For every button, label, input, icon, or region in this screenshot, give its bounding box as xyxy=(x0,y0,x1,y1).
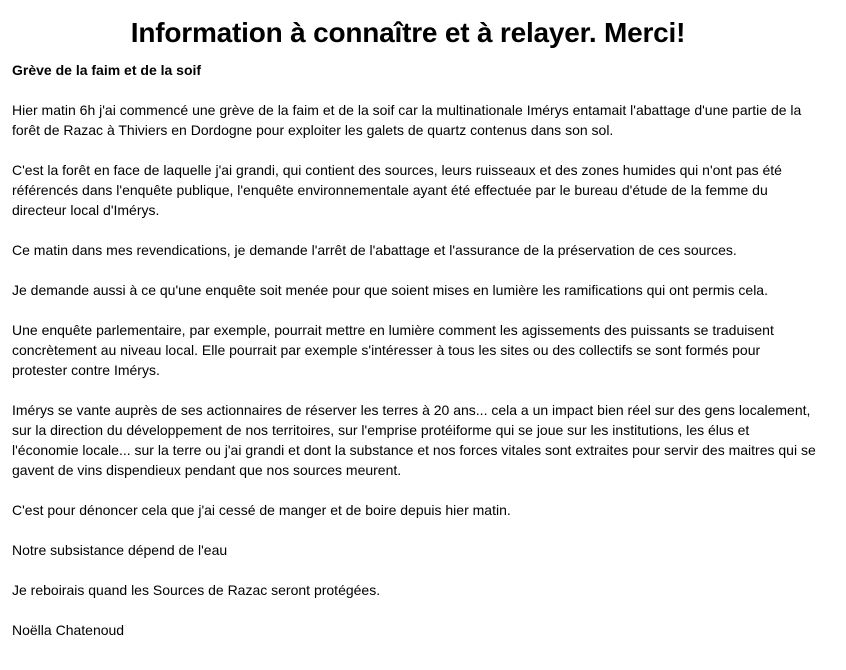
paragraph-demands: Ce matin dans mes revendications, je demande l'arrêt de l'abattage et l'assurance de la préservation de ces sources. xyxy=(12,242,737,258)
paragraph-denounce: C'est pour dénoncer cela que j'ai cessé de manger et de boire depuis hier matin. xyxy=(12,502,511,518)
page-title: Information à connaître et à relayer. Merci! xyxy=(130,17,686,48)
signature-name: Noëlla Chatenoud xyxy=(12,622,125,638)
paragraph-drink-again: Je reboirais quand les Sources de Razac seront protégées. xyxy=(12,582,381,598)
paragraph-water: Notre subsistance dépend de l'eau xyxy=(12,542,228,558)
paragraph-parliamentary: Une enquête parlementaire, par exemple, pourrait mettre en lumière comment les agissements des puissants se traduisent concrètement au niveau local. Elle pourrait par exemple s'intéresser à tous les sites ou des collectifs se sont formés pour protester contre Imérys. xyxy=(12,322,774,378)
paragraph-forest: C'est la forêt en face de laquelle j'ai grandi, qui contient des sources, leurs ruisseaux et des zones humides qui n'ont pas été référencés dans l'enquête publique, l'enquête environnementale ayant été effectuée par le bureau d'étude de la femme du directeur local d'Imérys. xyxy=(12,162,782,218)
paragraph-intro: Hier matin 6h j'ai commencé une grève de la faim et de la soif car la multinationale Imérys entamait l'abattage d'une partie de la forêt de Razac à Thiviers en Dordogne pour exploiter les galets de quartz contenus dans son sol. xyxy=(12,102,802,138)
paragraph-investigation: Je demande aussi à ce qu'une enquête soit menée pour que soient mises en lumière les ramifications qui ont permis cela. xyxy=(12,282,768,298)
paragraph-shareholders: Imérys se vante auprès de ses actionnaires de réserver les terres à 20 ans... cela a un impact bien réel sur des gens localement, sur la direction du développement de nos territoires, sur l'emprise protéiforme qui se joue sur les institutions, les élus et l'économie locale... sur la terre ou j'ai grandi et dont la substance et nos forces vitales sont extraites pour servir des maitres qui se gavent de vins dispendieux pendant que nos sources meurent. xyxy=(12,402,816,478)
section-subtitle: Grève de la faim et de la soif xyxy=(12,62,202,78)
